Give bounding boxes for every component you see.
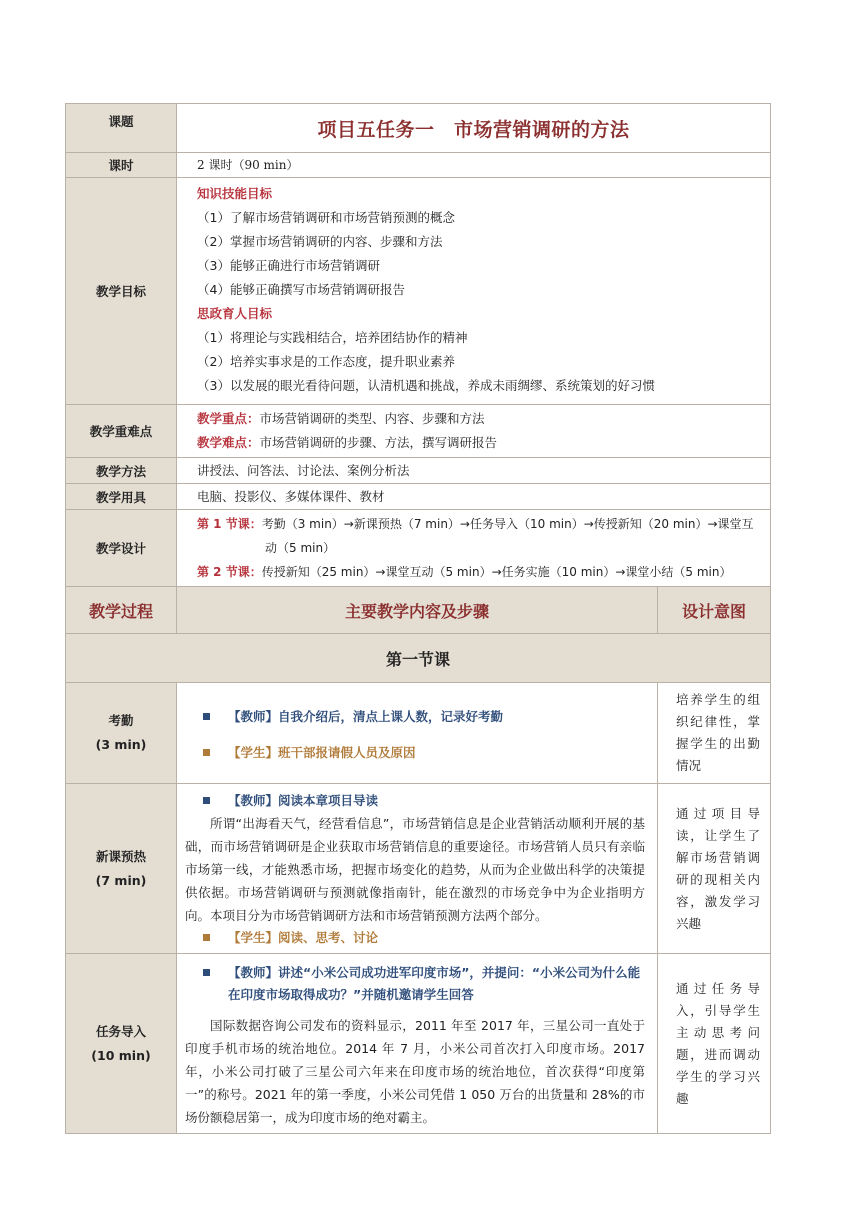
process-header-col2: 主要教学内容及步骤 <box>177 587 658 634</box>
tools-value: 电脑、投影仪、多媒体课件、教材 <box>177 484 771 510</box>
methods-label: 教学方法 <box>66 458 177 484</box>
hours-row <box>66 153 771 178</box>
knowledge-title: 知识技能目标 <box>197 186 273 201</box>
step-name: 考勤 <box>108 713 134 728</box>
lesson-paragraph: 国际数据咨询公司发布的资料显示，2011 年至 2017 年，三星公司一直处于印度手机市场的统治地位。2014 年 7 月，小米公司首次打入印度市场。2017 年，小米公司打破了三星公司六年来在印度市场的统治地位，首次获得“印度第一”的称号。2021 年的第一季度，小米公司凭借 1 050 万台的出货量和 28%的市场份额稳居第一，成为印度市场的绝对霸主。 <box>185 1018 645 1125</box>
square-bullet-icon <box>203 749 210 756</box>
teacher-action: 【教师】自我介绍后，清点上课人数，记录好考勤 <box>228 709 504 724</box>
lesson2-flow: 传授新知（25 min）→课堂互动（5 min）→任务实施（10 min）→课堂小结（5 min） <box>261 565 732 579</box>
step-row <box>66 784 771 954</box>
topic-row <box>66 104 771 153</box>
step-label <box>66 683 177 784</box>
knowledge-item: （4）能够正确撰写市场营销调研报告 <box>197 282 405 297</box>
step-row <box>66 954 771 1134</box>
step-intent: 通过项目导读，让学生了解市场营销调研的现相关内容，激发学习兴趣 <box>658 784 771 954</box>
objectives-label: 教学目标 <box>66 178 177 405</box>
ideology-item: （2）培养实事求是的工作态度，提升职业素养 <box>197 354 455 369</box>
design-label: 教学设计 <box>66 510 177 587</box>
hours-value: 2 课时（90 min） <box>177 153 771 178</box>
step-time: (7 min) <box>95 872 147 888</box>
tools-row <box>66 484 771 510</box>
square-bullet-icon <box>203 969 210 976</box>
lesson-plan-table <box>65 103 771 1134</box>
step-label <box>66 954 177 1134</box>
step-label <box>66 784 177 954</box>
hours-label: 课时 <box>66 153 177 178</box>
methods-value: 讲授法、问答法、讨论法、案例分析法 <box>177 458 771 484</box>
keypoints-label: 教学重难点 <box>66 405 177 458</box>
square-bullet-icon <box>203 797 210 804</box>
lesson2-label: 第 2 节课： <box>197 565 262 579</box>
methods-row <box>66 458 771 484</box>
step-intent: 通过任务导入，引导学生主动思考问题，进而调动学生的学习兴趣 <box>658 954 771 1134</box>
difficulty-label: 教学难点： <box>197 435 260 450</box>
process-header-col1: 教学过程 <box>66 587 177 634</box>
lesson1-label: 第 1 节课： <box>197 517 262 531</box>
design-content <box>177 510 771 587</box>
knowledge-item: （1）了解市场营销调研和市场营销预测的概念 <box>197 210 455 225</box>
step-name: 任务导入 <box>95 1023 146 1039</box>
step-content <box>177 784 658 954</box>
objectives-row <box>66 178 771 405</box>
step-time: (10 min) <box>91 1047 151 1063</box>
difficulty-value: 市场营销调研的步骤、方法，撰写调研报告 <box>259 435 498 450</box>
teacher-action: 【教师】讲述“小米公司成功进军印度市场”，并提问：“小米公司为什么能在印度市场取得成功？”并随机邀请学生回答 <box>228 965 641 1002</box>
topic-label: 课题 <box>66 104 177 153</box>
step-row <box>66 683 771 784</box>
lesson-plan <box>65 103 770 1134</box>
step-intent: 培养学生的组织纪律性，掌握学生的出勤情况 <box>658 683 771 784</box>
ideology-item: （1）将理论与实践相结合，培养团结协作的精神 <box>197 330 468 345</box>
section-row <box>66 634 771 683</box>
step-name: 新课预热 <box>95 848 146 864</box>
square-bullet-icon <box>203 713 210 720</box>
step-time: (3 min) <box>95 737 147 752</box>
lesson1-flow: 考勤（3 min）→新课预热（7 min）→任务导入（10 min）→传授新知（20 min）→课堂互 <box>261 517 754 531</box>
step-content <box>177 683 658 784</box>
student-action: 【学生】阅读、思考、讨论 <box>228 930 379 945</box>
keypoints-content <box>177 405 771 458</box>
page-title: 项目五任务一 市场营销调研的方法 <box>177 104 771 153</box>
process-header-row <box>66 587 771 634</box>
focus-label: 教学重点： <box>197 411 260 426</box>
focus-value: 市场营销调研的类型、内容、步骤和方法 <box>259 411 485 426</box>
knowledge-item: （3）能够正确进行市场营销调研 <box>197 258 380 273</box>
tools-label: 教学用具 <box>66 484 177 510</box>
knowledge-item: （2）掌握市场营销调研的内容、步骤和方法 <box>197 234 443 249</box>
keypoints-row <box>66 405 771 458</box>
ideology-title: 思政育人目标 <box>197 306 273 321</box>
student-action: 【学生】班干部报请假人员及原因 <box>228 745 416 760</box>
section-title: 第一节课 <box>66 634 771 683</box>
ideology-item: （3）以发展的眼光看待问题，认清机遇和挑战，养成未雨绸缪、系统策划的好习惯 <box>197 378 655 393</box>
lesson-paragraph: 所谓“出海看天气，经营看信息”，市场营销信息是企业营销活动顺利开展的基础，而市场营销调研是企业获取市场营销信息的重要途径。市场营销人员只有亲临市场第一线，才能熟悉市场，把握市场变化的趋势，从而为企业做出科学的决策提供依据。市场营销调研与预测就像指南针，能在激烈的市场竞争中为企业指明方向。本项目分为市场营销调研方法和市场营销预测方法两个部分。 <box>185 816 645 923</box>
design-row <box>66 510 771 587</box>
lesson1-flow-cont: 动（5 min） <box>265 541 336 555</box>
process-header-col3: 设计意图 <box>658 587 771 634</box>
teacher-action: 【教师】阅读本章项目导读 <box>228 793 379 808</box>
step-content <box>177 954 658 1134</box>
square-bullet-icon <box>203 934 210 941</box>
objectives-content <box>177 178 771 405</box>
